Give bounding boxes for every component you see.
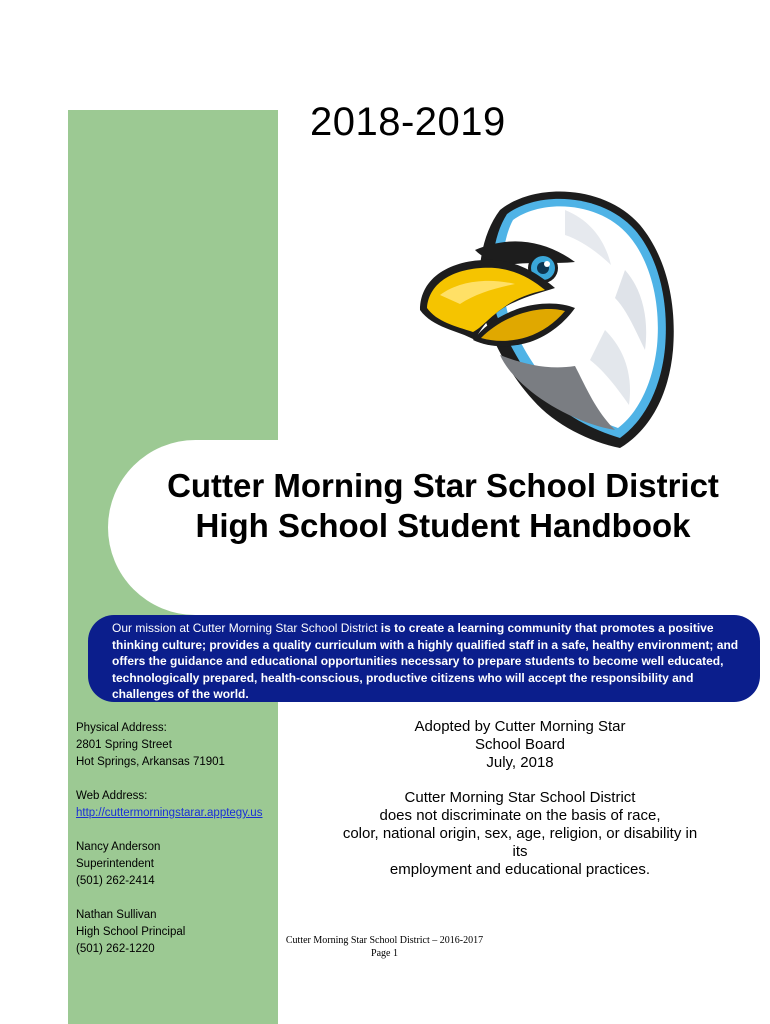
nondisc-line-4: its (512, 843, 528, 860)
adoption-date: July, 2018 (486, 754, 554, 771)
adoption-line-2: School Board (474, 736, 566, 753)
web-address-block (76, 788, 262, 822)
mission-statement (88, 615, 760, 702)
web-address-label: Web Address: (76, 790, 148, 802)
adoption-line-1: Adopted by Cutter Morning Star (414, 718, 626, 735)
mission-body: is to create a learning community that promotes a positive thinking culture; provides a quality curriculum with a highly qualified staff in a safe, healthy environment; and offers the guidance and educational opportunities necessary to prepare students to become well educated, technologically prepared, health-conscious, productive citizens who will accept the responsibility and challenges of the world. (112, 621, 739, 701)
contact-info (76, 720, 262, 975)
website-link[interactable]: http://cuttermorningstarar.apptegy.us (76, 807, 263, 819)
superintendent-block (76, 839, 262, 890)
title-line-1: Cutter Morning Star School District (167, 467, 719, 504)
title-line-2: High School Student Handbook (195, 507, 691, 544)
nondiscrimination-statement (305, 789, 735, 879)
principal-name: Nathan Sullivan (76, 909, 157, 921)
footer-title: Cutter Morning Star School District – 2016-2017 (285, 935, 484, 946)
page-number: Page 1 (371, 948, 398, 959)
page-footer (272, 934, 497, 960)
nondisc-line-2: does not discriminate on the basis of race, (379, 807, 661, 824)
superintendent-title: Superintendent (76, 858, 155, 870)
adoption-notice (400, 718, 640, 772)
handbook-title (118, 466, 768, 546)
superintendent-phone: (501) 262-2414 (76, 875, 155, 887)
principal-block (76, 907, 262, 958)
city-state-zip: Hot Springs, Arkansas 71901 (76, 756, 225, 768)
physical-address-block (76, 720, 262, 771)
eagle-mascot-icon (415, 180, 685, 450)
principal-phone: (501) 262-1220 (76, 943, 155, 955)
nondisc-line-5: employment and educational practices. (389, 861, 651, 878)
principal-title: High School Principal (76, 926, 186, 938)
school-year: 2018-2019 (310, 100, 506, 144)
street-address: 2801 Spring Street (76, 739, 172, 751)
superintendent-name: Nancy Anderson (76, 841, 161, 853)
physical-address-label: Physical Address: (76, 722, 167, 734)
nondisc-line-3: color, national origin, sex, age, religion, or disability in (342, 825, 698, 842)
mission-intro: Our mission at Cutter Morning Star School District (112, 621, 381, 635)
nondisc-line-1: Cutter Morning Star School District (404, 789, 636, 806)
